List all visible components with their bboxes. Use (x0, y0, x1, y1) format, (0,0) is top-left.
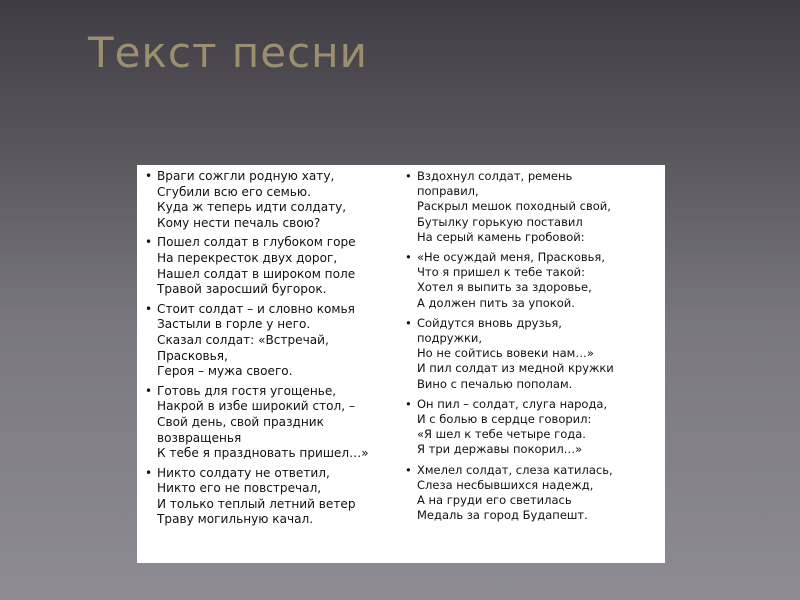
verse-item (405, 250, 657, 311)
verse-item (145, 302, 393, 380)
verse-line: Застыли в горле у него. (157, 317, 311, 332)
verse-line: На перекресток двух дорог, (157, 250, 338, 265)
verse-line: Травой заросший бугорок. (157, 282, 327, 297)
verse-line: На серый камень гробовой: (417, 229, 585, 244)
verse-line: • Пошел солдат в глубоком горе (157, 235, 356, 250)
verse-line: «Я шел к тебе четыре года. (417, 427, 586, 442)
verse-line: поправил, (417, 184, 479, 199)
verse-item (145, 384, 393, 462)
verse-line: Но не сойтись вовеки нам…» (417, 346, 594, 361)
verse-line: Раскрыл мешок походный свой, (417, 199, 611, 214)
verse-line: подружки, (417, 331, 483, 346)
lyrics-column-right (405, 169, 657, 563)
verse-line: • Никто солдату не ответил, (157, 465, 330, 480)
verse-line: возвращенья (157, 430, 242, 445)
verse-line: Слеза несбывшихся надежд, (417, 477, 594, 492)
verse-line: Вино с печалью пополам. (417, 376, 573, 391)
verse-line: Свой день, свой праздник (157, 414, 324, 429)
verse-line: Траву могильную качал. (157, 512, 314, 527)
verse-list-right (405, 169, 657, 523)
verse-line: Нашел солдат в широком поле (157, 266, 356, 281)
verse-line: • Вздохнул солдат, ремень (417, 169, 573, 183)
verse-item (405, 463, 657, 524)
verse-line: • «Не осуждай меня, Прасковья, (417, 250, 605, 265)
verse-item (145, 169, 393, 231)
verse-line: • Хмелел солдат, слеза катилась, (417, 462, 613, 477)
verse-list-left (145, 169, 393, 528)
slide-title: Текст песни (88, 28, 368, 77)
verse-item (145, 466, 393, 528)
verse-line: • Готовь для гостя угощенье, (157, 383, 337, 398)
verse-line: Сгубили всю его семью. (157, 184, 311, 199)
verse-line: Кому нести печаль свою? (157, 215, 321, 230)
verse-line: Прасковья, (157, 348, 228, 363)
verse-line: И с болью в сердце говорил: (417, 412, 592, 427)
verse-line: Героя – мужа своего. (157, 364, 293, 379)
verse-line: • Он пил – солдат, слуга народа, (417, 396, 608, 411)
verse-line: И пил солдат из медной кружки (417, 361, 614, 376)
verse-line: • Стоит солдат – и словно комья (157, 301, 355, 316)
verse-line: И только теплый летний ветер (157, 496, 356, 511)
verse-line: А на груди его светилась (417, 493, 572, 508)
verse-item (405, 316, 657, 392)
lyrics-panel (137, 165, 665, 563)
verse-line: К тебе я праздновать пришел…» (157, 446, 369, 461)
verse-line: Хотел я выпить за здоровье, (417, 280, 592, 295)
verse-line: Что я пришел к тебе такой: (417, 265, 586, 280)
verse-line: Никто его не повстречал, (157, 481, 322, 496)
verse-line: Сказал солдат: «Встречай, (157, 332, 329, 347)
verse-item (145, 235, 393, 297)
verse-line: Я три державы покорил…» (417, 442, 583, 457)
verse-line: А должен пить за упокой. (417, 295, 575, 310)
verse-item (405, 397, 657, 458)
verse-item (405, 169, 657, 245)
verse-line: Куда ж теперь идти солдату, (157, 200, 347, 215)
lyrics-column-left (145, 169, 393, 563)
verse-line: Бутылку горькую поставил (417, 214, 583, 229)
verse-line: Медаль за город Будапешт. (417, 508, 588, 523)
verse-line: • Враги сожгли родную хату, (157, 169, 335, 183)
verse-line: • Сойдутся вновь друзья, (417, 315, 562, 330)
verse-line: Накрой в избе широкий стол, – (157, 399, 356, 414)
